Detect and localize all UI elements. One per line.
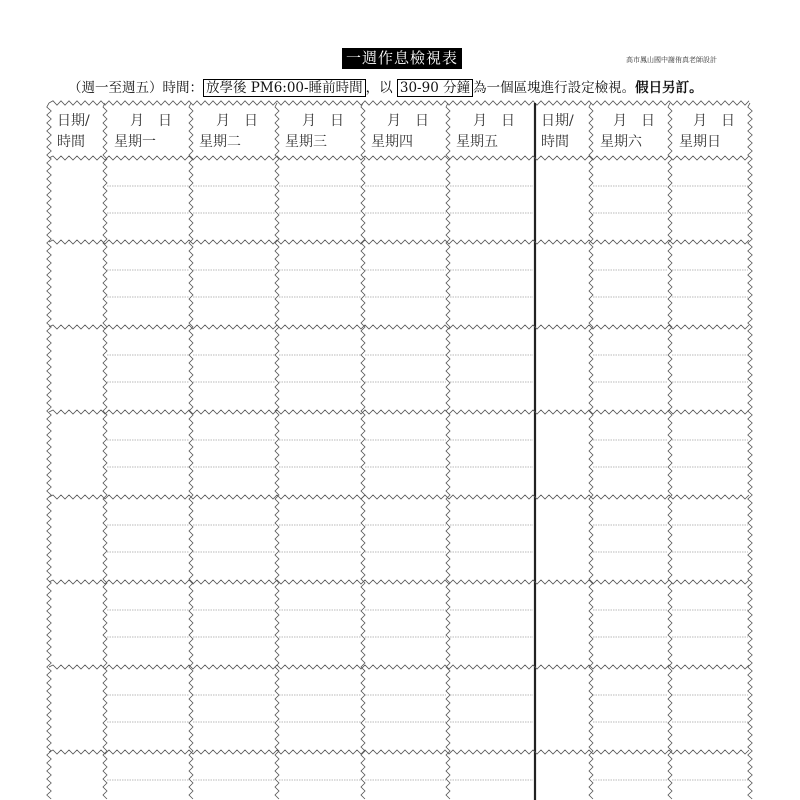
instructions-suffix: 為一個區塊進行設定檢視。 — [473, 80, 636, 96]
thursday-label: 星期四 — [371, 134, 413, 150]
right-border — [748, 103, 752, 799]
block-divider — [49, 665, 749, 669]
tuesday-date: 月 日 — [216, 113, 258, 129]
date-header-left: 日期/ — [57, 113, 90, 129]
monday-label: 星期一 — [114, 134, 156, 150]
date-header-right: 日期/ — [541, 113, 574, 129]
column-divider — [446, 103, 450, 799]
holiday-note: 假日另訂。 — [635, 80, 703, 96]
column-divider — [189, 103, 193, 799]
block-divider — [49, 410, 749, 414]
block-divider — [49, 750, 749, 754]
friday-date: 月 日 — [473, 113, 515, 129]
column-divider — [668, 103, 672, 799]
column-divider — [275, 103, 279, 799]
block-divider — [49, 495, 749, 499]
saturday-label: 星期六 — [600, 134, 642, 150]
friday-label: 星期五 — [456, 134, 498, 150]
wednesday-label: 星期三 — [285, 134, 327, 150]
time-header-right: 時間 — [541, 134, 569, 150]
left-border — [47, 103, 51, 799]
designer-credit: 高市鳳山國中謝侑真老師設計 — [626, 56, 717, 64]
tuesday-label: 星期二 — [199, 134, 241, 150]
instructions-prefix: （週一至週五）時間： — [68, 80, 203, 96]
time-range-box: 放學後 PM6:00-睡前時間 — [203, 79, 366, 97]
monday-date: 月 日 — [130, 113, 172, 129]
column-divider — [103, 103, 107, 799]
saturday-date: 月 日 — [613, 113, 655, 129]
block-divider — [49, 240, 749, 244]
block-divider — [49, 325, 749, 329]
instructions-middle: ，以 — [365, 80, 397, 96]
block-length-box: 30-90 分鐘 — [397, 79, 473, 97]
time-header-left: 時間 — [57, 134, 85, 150]
wednesday-date: 月 日 — [302, 113, 344, 129]
sunday-label: 星期日 — [679, 134, 721, 150]
page-title: 一週作息檢視表 — [342, 48, 462, 69]
header-divider — [49, 156, 749, 160]
column-divider — [361, 103, 365, 799]
thursday-date: 月 日 — [387, 113, 429, 129]
sunday-date: 月 日 — [693, 113, 735, 129]
top-border — [49, 101, 749, 105]
column-divider — [589, 103, 593, 799]
block-divider — [49, 580, 749, 584]
